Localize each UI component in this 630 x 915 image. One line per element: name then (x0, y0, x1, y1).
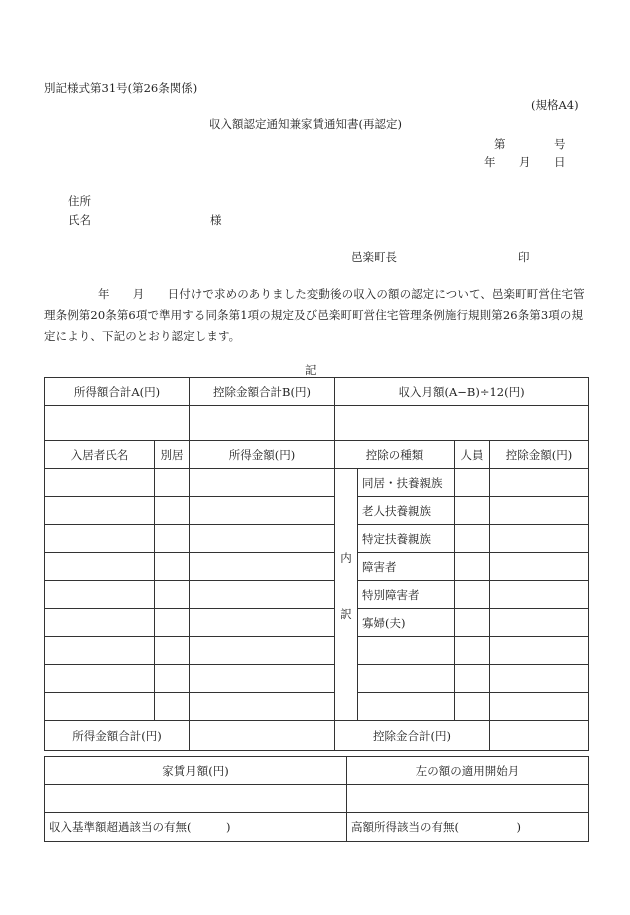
value-monthly-income[interactable] (335, 406, 589, 441)
header-resident-name: 入居者氏名 (45, 441, 155, 469)
deduction-total-value[interactable] (490, 721, 589, 751)
header-persons: 人員 (455, 441, 490, 469)
table-row (45, 525, 589, 553)
naiyaku-cell (335, 469, 358, 721)
sender-title: 邑楽町長 (351, 250, 397, 264)
date-month: 月 (519, 155, 531, 169)
ki-label: 記 (305, 363, 317, 377)
header-monthly-income: 収入月額(A−B)÷12(円) (335, 378, 589, 406)
income-detail-table (44, 377, 589, 751)
rent-table (44, 756, 589, 842)
income-total-label: 所得金額合計(円) (45, 721, 190, 751)
rent-monthly-value[interactable] (45, 785, 347, 813)
deduction-type-label: 寡婦(夫) (358, 609, 455, 637)
value-deduction-total-b[interactable] (190, 406, 335, 441)
name-label: 氏名 (68, 213, 91, 227)
high-income-field[interactable]: 高額所得該当の有無( ) (347, 813, 589, 842)
document-title: 収入額認定通知兼家賃通知書(再認定) (209, 117, 402, 131)
header-income-amount: 所得金額(円) (190, 441, 335, 469)
income-total-value[interactable] (190, 721, 335, 751)
deduction-type-label: 特別障害者 (358, 581, 455, 609)
table-row (45, 609, 589, 637)
header-income-total-a: 所得額合計A(円) (45, 378, 190, 406)
apply-start-value[interactable] (347, 785, 589, 813)
honorific: 様 (210, 213, 222, 227)
header-deduction-amount: 控除金額(円) (490, 441, 589, 469)
naiyaku-wake: 訳 (340, 606, 352, 621)
deduction-type-label: 老人扶養親族 (358, 497, 455, 525)
apply-start-header: 左の額の適用開始月 (347, 757, 589, 785)
table-row (45, 469, 589, 497)
deduction-type-label[interactable] (358, 693, 455, 721)
deduction-total-label: 控除金合計(円) (335, 721, 490, 751)
seal-mark: 印 (518, 250, 530, 264)
header-deduction-total-b: 控除金額合計B(円) (190, 378, 335, 406)
date-day: 日 (554, 155, 566, 169)
deduction-type-label[interactable] (358, 665, 455, 693)
naiyaku-uchi: 内 (340, 550, 352, 565)
date-year: 年 (484, 155, 496, 169)
over-limit-field[interactable]: 収入基準額超過該当の有無( ) (45, 813, 347, 842)
number-go: 号 (554, 137, 566, 151)
table-row (45, 497, 589, 525)
rent-monthly-header: 家賃月額(円) (45, 757, 347, 785)
table-row (45, 581, 589, 609)
deduction-type-label: 同居・扶養親族 (358, 469, 455, 497)
table-row (45, 637, 589, 665)
number-dai: 第 (494, 137, 506, 151)
deduction-type-label[interactable] (358, 637, 455, 665)
deduction-type-label: 障害者 (358, 553, 455, 581)
form-id: 別記様式第31号(第26条関係) (44, 81, 198, 95)
body-text: 年 月 日付けで求めのありました変動後の収入の額の認定について、邑楽町町営住宅管理条例第20条第6項で準用する同条第1項の規定及び邑楽町町営住宅管理条例施行規則第26条第3項の規定により、下記のとおり認定します。 (44, 287, 585, 343)
table-row (45, 693, 589, 721)
header-separate: 別居 (155, 441, 190, 469)
address-label: 住所 (68, 194, 91, 208)
table-row (45, 665, 589, 693)
table-row (45, 553, 589, 581)
value-income-total-a[interactable] (45, 406, 190, 441)
paper-size: (規格A4) (531, 98, 579, 112)
deduction-type-label: 特定扶養親族 (358, 525, 455, 553)
header-deduction-type: 控除の種類 (335, 441, 455, 469)
